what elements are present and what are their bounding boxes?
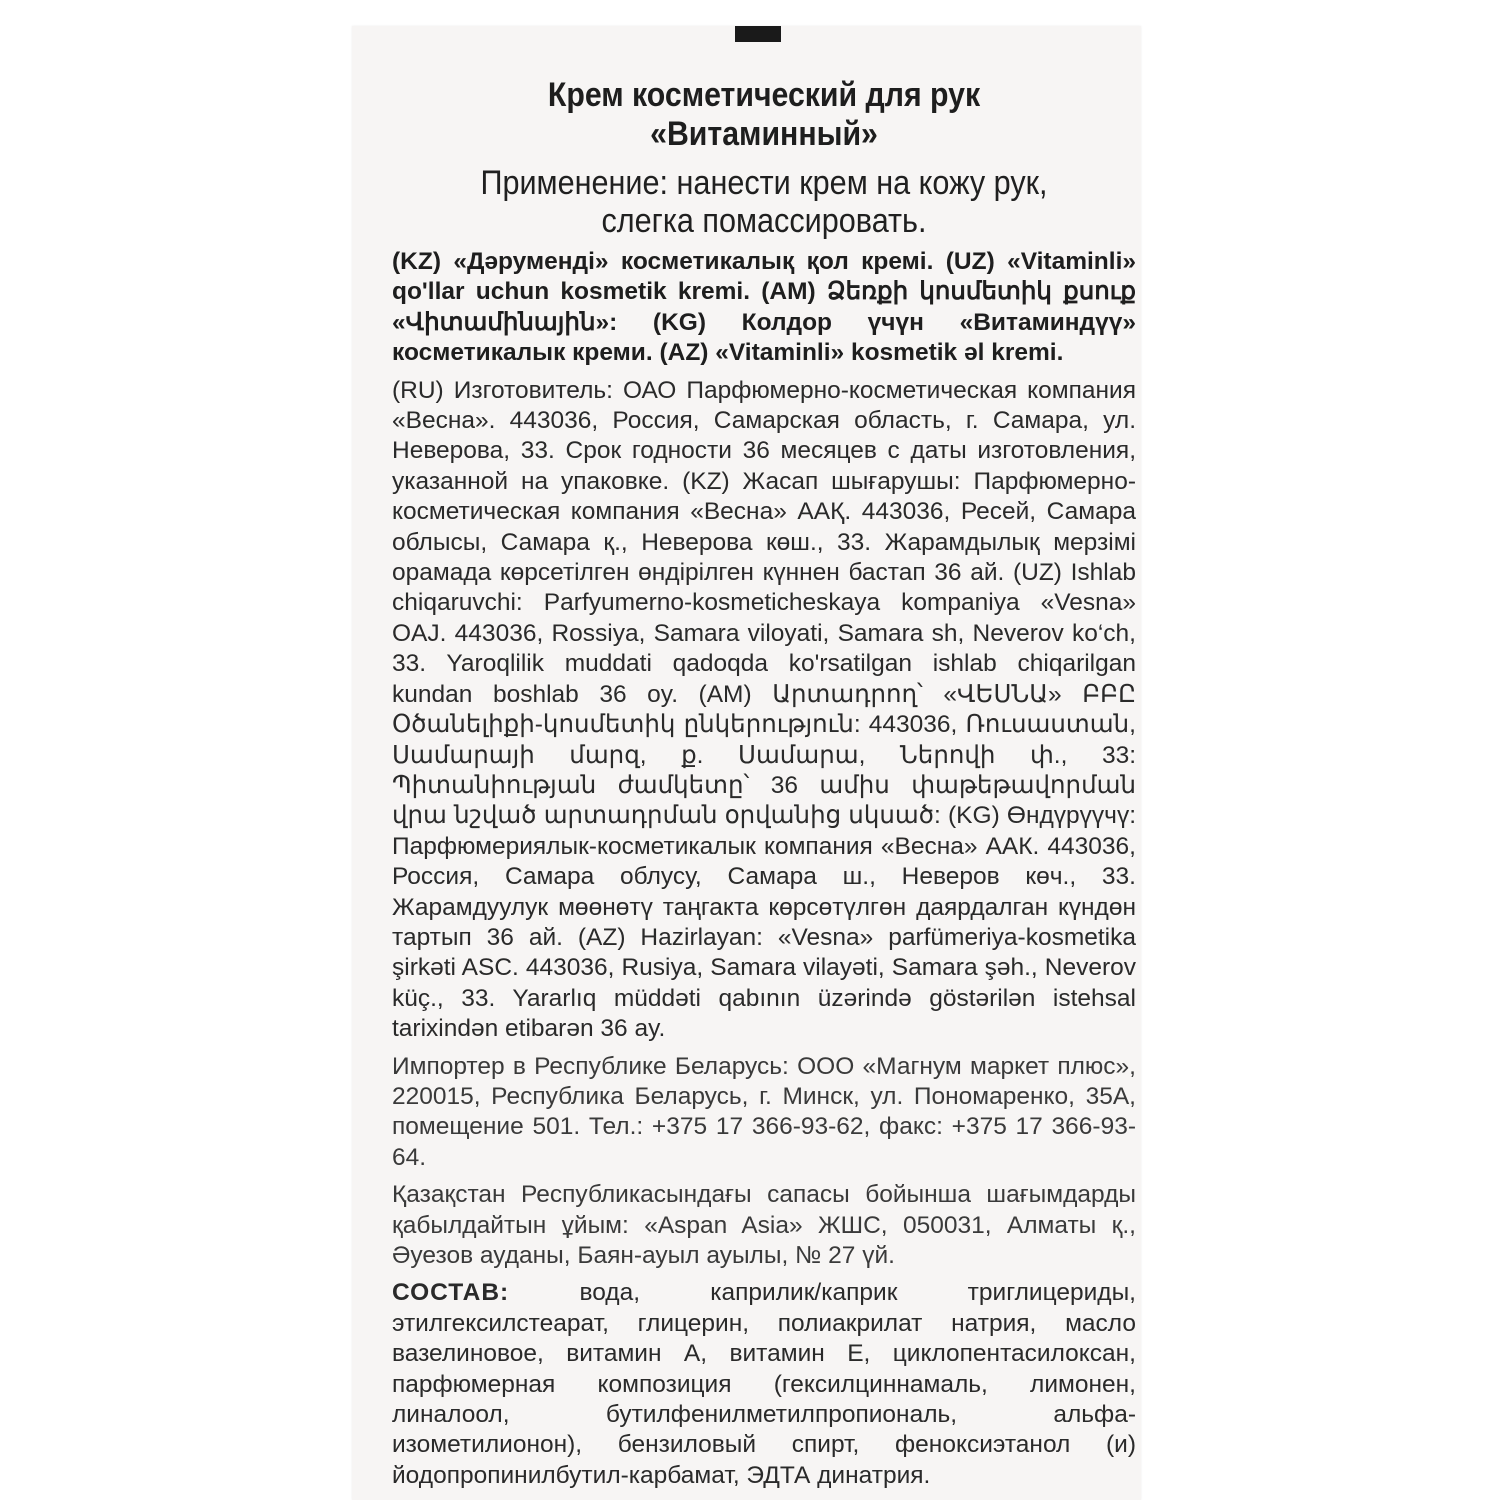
- usage-line2: слегка помассировать.: [601, 202, 927, 240]
- composition-text: вода, каприлик/каприк триглицериды, этилгексилстеарат, глицерин, полиакрилат натрия, масло вазелиновое, витамин А, витамин Е, циклопентасилоксан, парфюмерная композиция (гексилциннамаль, лимонен, линалоол, бутилфенилметилпропиональ, альфа-изометилионон), бензиловый спирт, феноксиэтанол (и) йодопропинилбутил-карбамат, ЭДТА динатрия.: [392, 1279, 1136, 1489]
- label-top-tab: [735, 26, 781, 42]
- kz-complaints-block: Қазақстан Республикасындағы сапасы бойынша шағымдарды қабылдайтын ұйым: «Aspan Asia» ЖШС, 050031, Алматы қ., Әуезов ауданы, Баян-ауыл ауылы, № 27 үй.: [392, 1181, 1136, 1269]
- usage-instructions: [429, 164, 1099, 240]
- importer-block: Импортер в Республике Беларусь: ООО «Магнум маркет плюс», 220015, Республика Беларусь, г. Минск, ул. Пономаренко, 35А, помещение 501. Тел.: +375 17 366-93-62, факс: +375 17 366-93-64.: [392, 1052, 1136, 1171]
- translations-block: (KZ) «Дәруменді» косметикалық қол кремі. (UZ) «Vitaminli» qo'llar uchun kosmetik kremi. (AM) Ձեռքի կոսմետիկ քսուք «Վիտամինային»: (KG) Колдор үчүн «Витаминдүү» косметикалык креми. (AZ) «Vitaminli» kosmetik əl kremi.: [392, 248, 1136, 367]
- label-content: [392, 76, 1136, 1491]
- product-label: [352, 26, 1141, 1500]
- composition-block: [392, 1278, 1136, 1491]
- product-title: [433, 76, 1095, 154]
- usage-line1: Применение: нанести крем на кожу рук,: [480, 164, 1048, 202]
- manufacturer-block: (RU) Изготовитель: ОАО Парфюмерно-косметическая компания «Весна». 443036, Россия, Самарская область, г. Самара, ул. Неверова, 33. Срок годности 36 месяцев с даты изготовления, указанной на упаковке. (KZ) Жасап шығарушы: Парфюмерно-косметическая компания «Весна» ААҚ. 443036, Ресей, Самара облысы, Самара қ., Неверова көш., 33. Жарамдылық мерзімі орамада көрсетілген өндірілген күннен бастап 36 ай. (UZ) Ishlab chiqaruvchi: Parfyumerno-kosmeticheskaya kompaniya «Vesna» OAJ. 443036, Rossiya, Samara viloyati, Samara sh, Neverov ko‘ch, 33. Yaroqlilik muddati qadoqda ko'rsatilgan ishlab chiqarilgan kundan boshlab 36 oy. (AM) Արտադրող՝ «ՎԵՍՆԱ» ԲԲԸ Օծանելիքի-կոսմետիկ ընկերություն: 443036, Ռուսաստան, Սամարայի մարզ, ք. Սամարա, Ներովի փ., 33: Պիտանիության ժամկետը՝ 36 ամիս փաթեթավորման վրա նշված արտադրման օրվանից սկսած: (KG) Өндүрүүчү: Парфюмериялык-косметикалык компания «Весна» ААК. 443036, Россия, Самара облусу, Самара ш., Неверов көч., 33. Жарамдуулук мөөнөтү таңгакта көрсөтүлгөн даярдалган күндөн тартып 36 ай. (AZ) Hazirlayan: «Vesna» parfümeriya-kosmetika şirkəti ASC. 443036, Rusiya, Samara vilayəti, Samara şəh., Neverov küç., 33. Yararlıq müddəti qabının üzərində göstərilən istehsal tarixindən etibarən 36 ay.: [392, 376, 1136, 1043]
- composition-heading: СОСТАВ:: [392, 1279, 510, 1307]
- product-title-line1: Крем косметический для рук: [547, 76, 981, 114]
- product-title-line2: «Витаминный»: [650, 115, 878, 153]
